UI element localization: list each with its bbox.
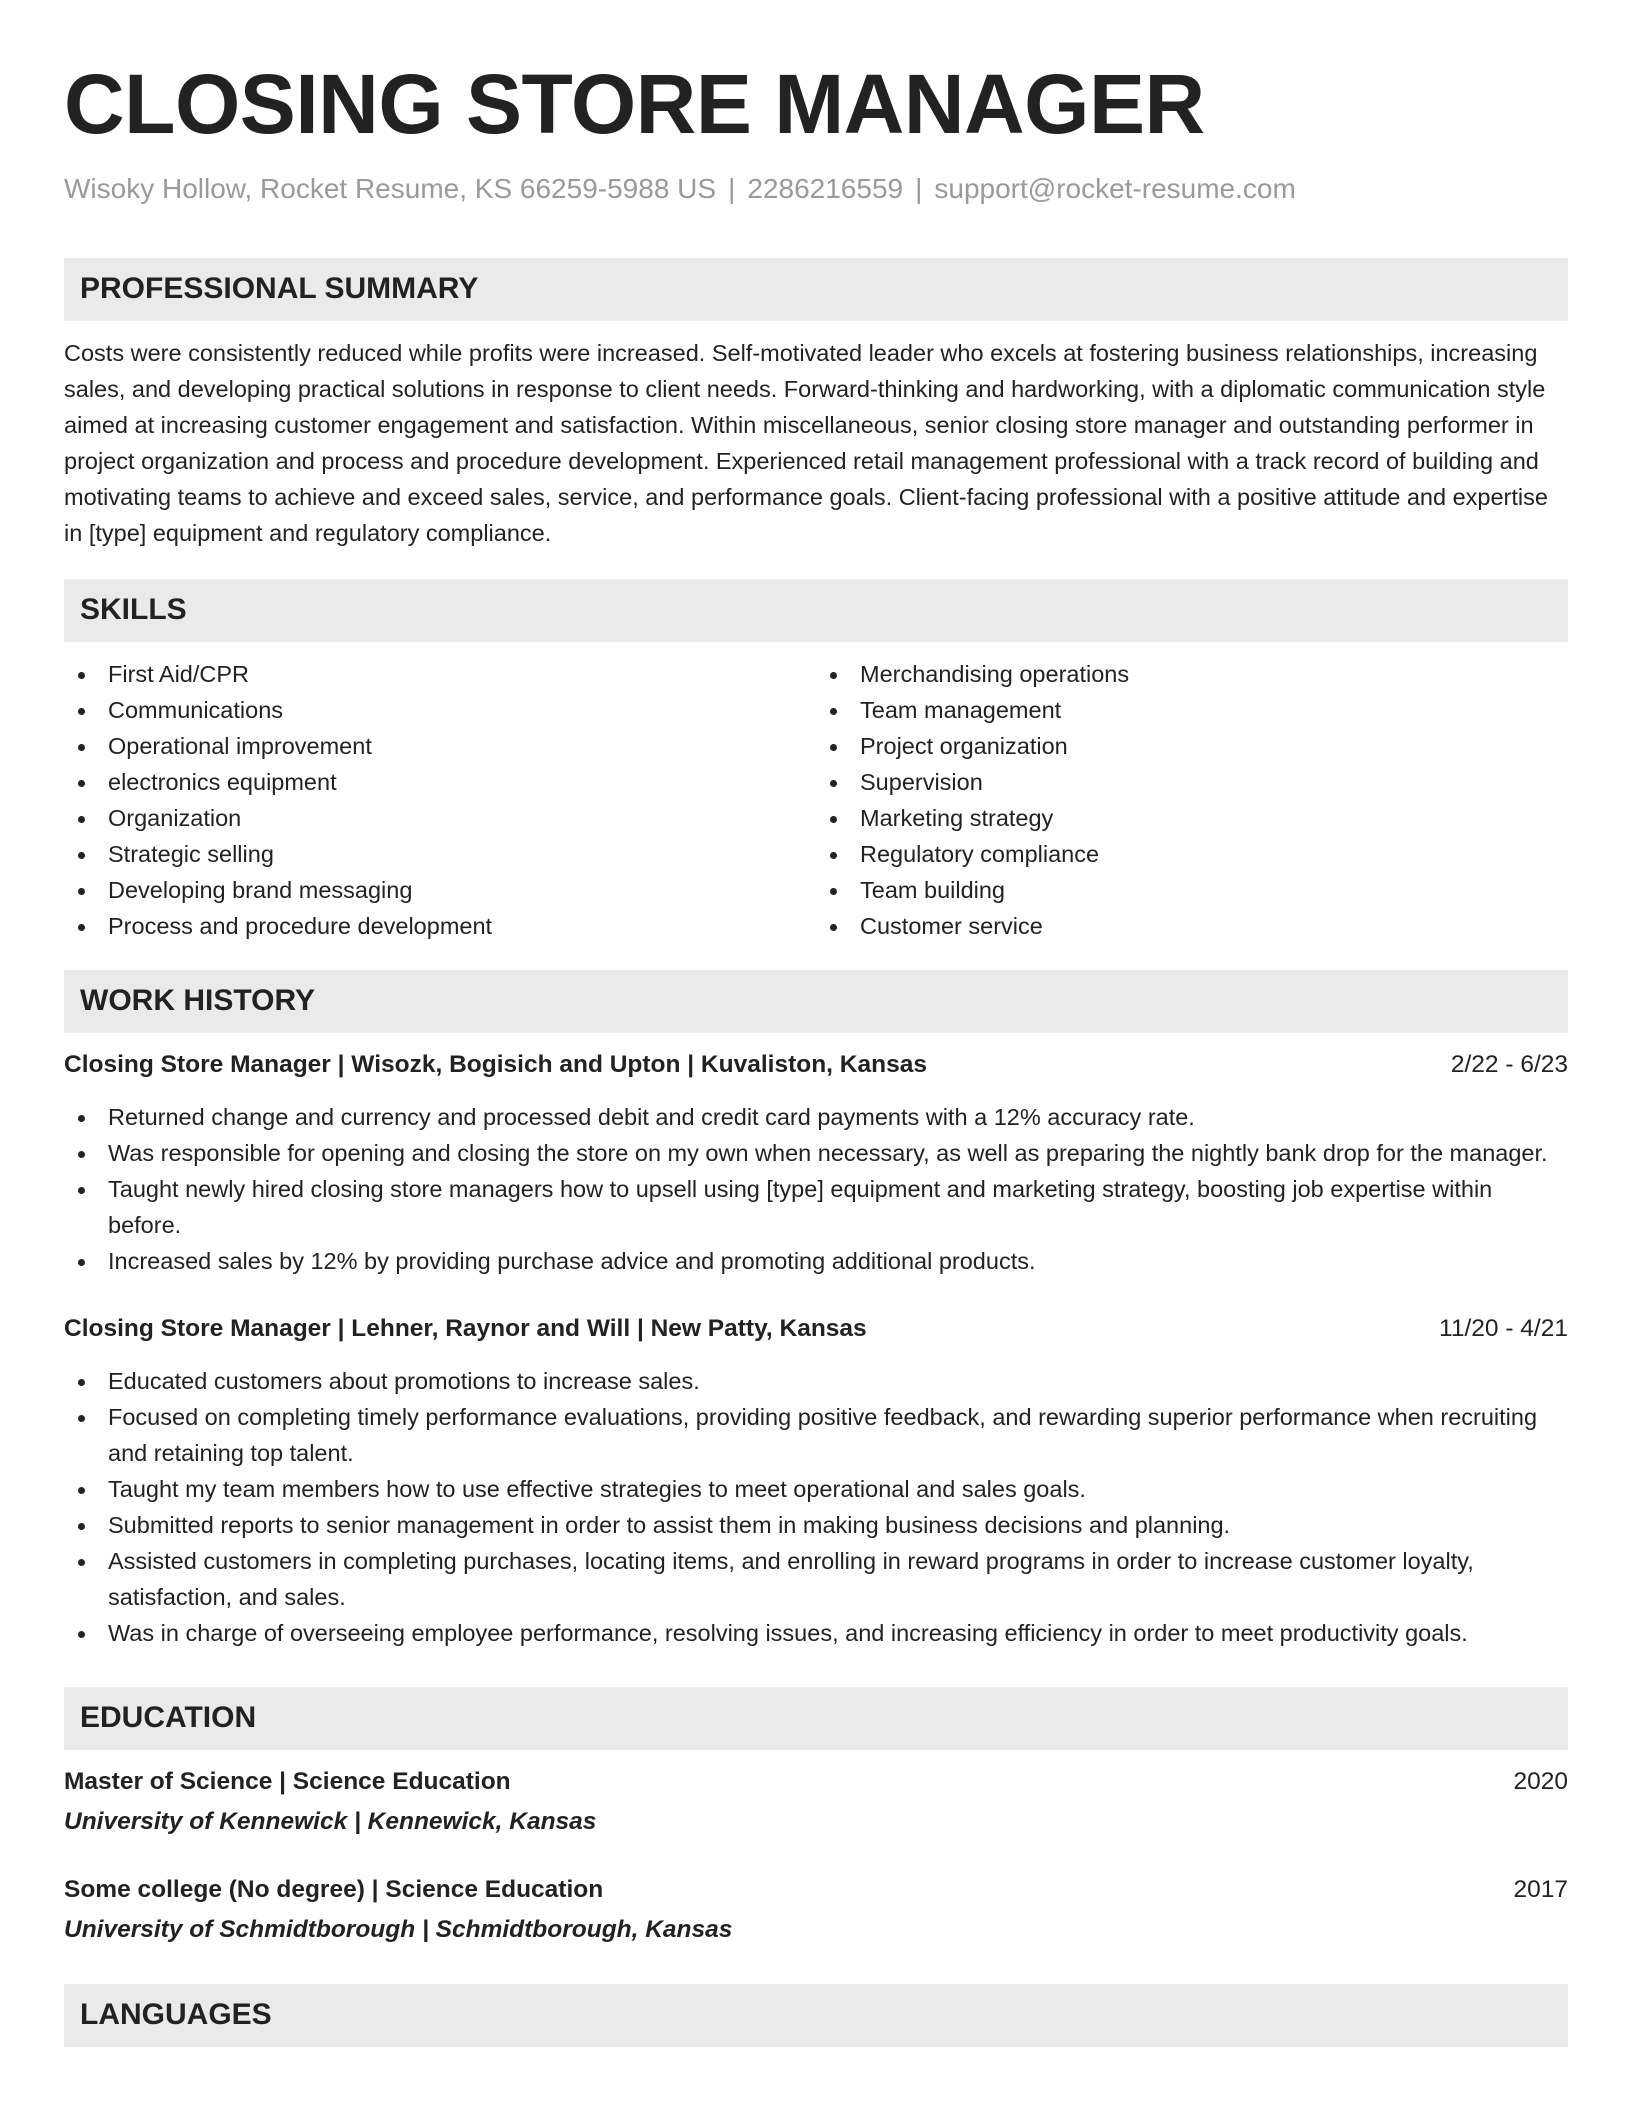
job-bullet: Submitted reports to senior management in order to assist them in making business decisions and planning. xyxy=(64,1507,1568,1543)
job-bullet: Focused on completing timely performance evaluations, providing positive feedback, and rewarding superior performance when recruiting and retaining top talent. xyxy=(64,1399,1568,1471)
job-bullet: Taught newly hired closing store managers how to upsell using [type] equipment and marketing strategy, boosting job expertise within before. xyxy=(64,1171,1568,1243)
skill-item: Team management xyxy=(816,692,1568,728)
skill-item: electronics equipment xyxy=(64,764,816,800)
job-dates: 2/22 - 6/23 xyxy=(1450,1050,1568,1078)
education-year: 2017 xyxy=(1513,1875,1568,1903)
skill-item: Supervision xyxy=(816,764,1568,800)
candidate-title: CLOSING STORE MANAGER xyxy=(64,57,1205,151)
job-entry xyxy=(64,1047,1568,1279)
skill-item: Team building xyxy=(816,872,1568,908)
job-header xyxy=(64,1047,1568,1083)
contact-email: support@rocket-resume.com xyxy=(934,173,1296,204)
skill-item: Operational improvement xyxy=(64,728,816,764)
skill-item: First Aid/CPR xyxy=(64,656,816,692)
skill-item: Project organization xyxy=(816,728,1568,764)
contact-separator: | xyxy=(915,173,923,204)
job-bullet: Educated customers about promotions to increase sales. xyxy=(64,1363,1568,1399)
job-bullet: Assisted customers in completing purchases, locating items, and enrolling in reward programs in order to increase customer loyalty, satisfaction, and sales. xyxy=(64,1543,1568,1615)
education-degree: Some college (No degree) | Science Education xyxy=(64,1875,604,1903)
job-bullet: Taught my team members how to use effective strategies to meet operational and sales goals. xyxy=(64,1471,1568,1507)
job-bullet: Returned change and currency and processed debit and credit card payments with a 12% accuracy rate. xyxy=(64,1099,1568,1135)
job-title: Closing Store Manager | Lehner, Raynor and Will | New Patty, Kansas xyxy=(64,1314,867,1342)
skill-item: Communications xyxy=(64,692,816,728)
job-bullet: Increased sales by 12% by providing purchase advice and promoting additional products. xyxy=(64,1243,1568,1279)
job-dates: 11/20 - 4/21 xyxy=(1439,1314,1568,1342)
skill-item: Merchandising operations xyxy=(816,656,1568,692)
education-school: University of Kennewick | Kennewick, Kansas xyxy=(64,1807,597,1835)
section-header-education: EDUCATION xyxy=(64,1687,1568,1750)
education-entry xyxy=(64,1872,1568,1948)
section-header-work-history: WORK HISTORY xyxy=(64,970,1568,1033)
skill-item: Regulatory compliance xyxy=(816,836,1568,872)
section-header-skills: SKILLS xyxy=(64,579,1568,642)
contact-line xyxy=(64,172,1568,206)
job-entry xyxy=(64,1311,1568,1651)
skills-column-left xyxy=(64,656,816,944)
job-bullets xyxy=(64,1363,1568,1651)
skill-item: Developing brand messaging xyxy=(64,872,816,908)
job-bullets xyxy=(64,1099,1568,1279)
section-header-summary: PROFESSIONAL SUMMARY xyxy=(64,258,1568,321)
contact-address: Wisoky Hollow, Rocket Resume, KS 66259-5988 US xyxy=(64,173,717,204)
contact-separator: | xyxy=(728,173,736,204)
education-school: University of Schmidtborough | Schmidtborough, Kansas xyxy=(64,1915,733,1943)
job-title: Closing Store Manager | Wisozk, Bogisich and Upton | Kuvaliston, Kansas xyxy=(64,1050,927,1078)
education-header xyxy=(64,1872,1568,1908)
job-header xyxy=(64,1311,1568,1347)
education-year: 2020 xyxy=(1513,1767,1568,1795)
section-header-languages: LANGUAGES xyxy=(64,1984,1568,2047)
education-entry xyxy=(64,1764,1568,1840)
job-bullet: Was responsible for opening and closing the store on my own when necessary, as well as preparing the nightly bank drop for the manager. xyxy=(64,1135,1568,1171)
summary-paragraph: Costs were consistently reduced while profits were increased. Self-motivated leader who excels at fostering business relationships, increasing sales, and developing practical solutions in response to client needs. Forward-thinking and hardworking, with a diplomatic communication style aimed at increasing customer engagement and satisfaction. Within miscellaneous, senior closing store manager and outstanding performer in project organization and process and procedure development. Experienced retail management professional with a track record of building and motivating teams to achieve and exceed sales, service, and performance goals. Client-facing professional with a positive attitude and expertise in [type] equipment and regulatory compliance. xyxy=(64,339,1548,546)
contact-phone: 2286216559 xyxy=(747,173,904,204)
job-bullet: Was in charge of overseeing employee performance, resolving issues, and increasing efficiency in order to meet productivity goals. xyxy=(64,1615,1568,1651)
skills-column-right xyxy=(816,656,1568,944)
skills-grid xyxy=(64,656,1568,944)
education-header xyxy=(64,1764,1568,1800)
skill-item: Marketing strategy xyxy=(816,800,1568,836)
skill-item: Process and procedure development xyxy=(64,908,816,944)
skill-item: Customer service xyxy=(816,908,1568,944)
education-degree: Master of Science | Science Education xyxy=(64,1767,511,1795)
skill-item: Organization xyxy=(64,800,816,836)
skill-item: Strategic selling xyxy=(64,836,816,872)
